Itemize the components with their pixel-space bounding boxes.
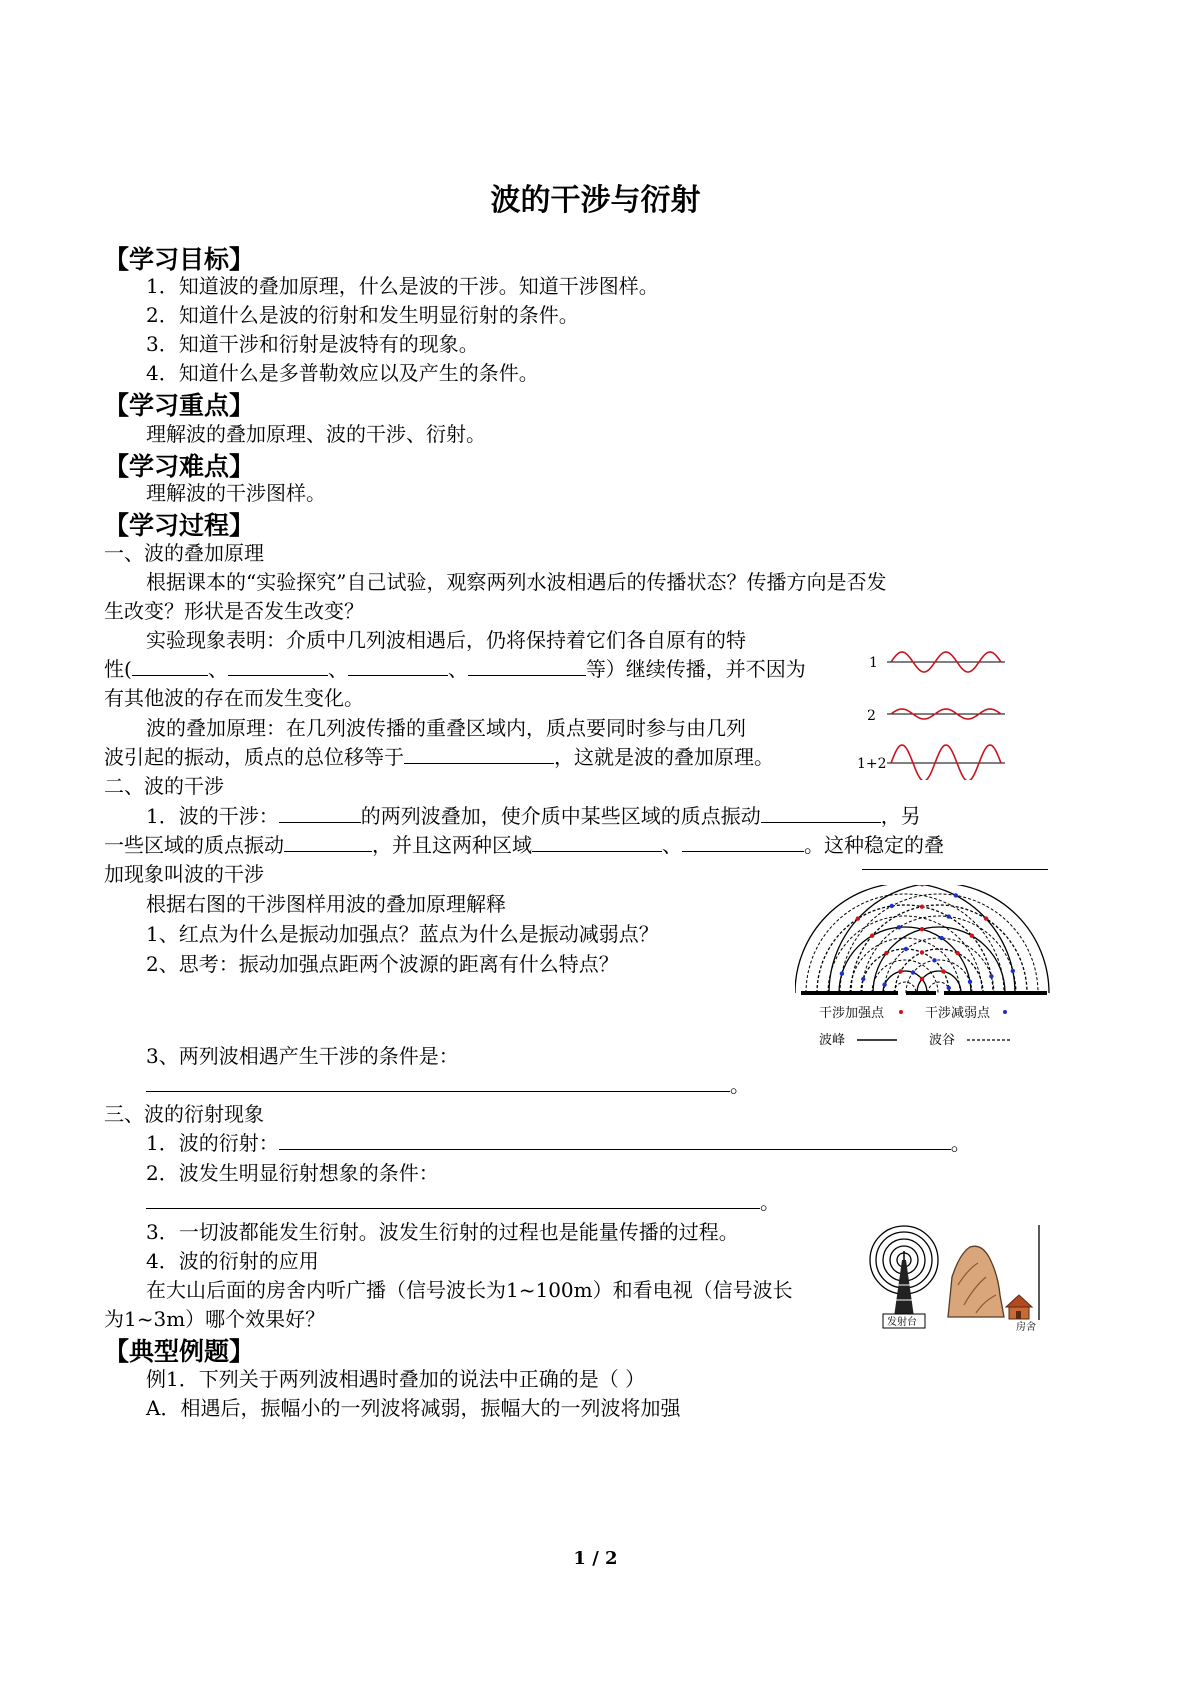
text: 一些区域的质点振动 — [104, 833, 284, 857]
examples-heading: 【典型例题】 — [104, 1337, 255, 1366]
answer-blank[interactable] — [682, 833, 804, 852]
wave-label-2: 2 — [867, 708, 876, 724]
text: 、 — [327, 657, 348, 681]
weak-point — [947, 914, 951, 918]
answer-blank[interactable] — [279, 1131, 951, 1150]
weak-point — [989, 974, 993, 978]
legend-strong-dot — [899, 1010, 903, 1014]
text: 性( — [104, 657, 132, 681]
part3-heading: 三、波的衍射现象 — [104, 1102, 264, 1126]
key-text: 理解波的叠加原理、波的干涉、衍射。 — [146, 422, 486, 446]
strong-point — [984, 916, 988, 920]
strong-point — [870, 934, 874, 938]
example-option: A．相遇后，振幅小的一列波将减弱，振幅大的一列波将加强 — [146, 1396, 681, 1420]
wave-label-1: 1 — [869, 655, 878, 671]
weak-point — [904, 947, 908, 951]
strong-point — [920, 927, 924, 931]
answer-blank[interactable] — [146, 1190, 760, 1209]
text: 。 — [950, 1131, 971, 1155]
paragraph: 3．一切波都能发生衍射。波发生衍射的过程也是能量传播的过程。 — [146, 1220, 739, 1244]
weak-point — [947, 986, 951, 990]
objective-item: 3．知道干涉和衍射是波特有的现象。 — [146, 332, 479, 356]
legend-weak-dot — [1003, 1010, 1007, 1014]
weak-point — [840, 971, 844, 975]
text: 、 — [207, 657, 228, 681]
weak-point — [939, 936, 943, 940]
strong-point — [856, 916, 860, 920]
paragraph: 2．波发生明显衍射想象的条件： — [146, 1161, 439, 1185]
objective-item: 1．知道波的叠加原理，什么是波的干涉。知道干涉图样。 — [146, 274, 659, 298]
objectives-heading: 【学习目标】 — [104, 245, 255, 274]
weak-point — [882, 983, 886, 987]
paragraph: 根据课本的“实验探究”自己试验，观察两列水波相遇后的传播状态？传播方向是否发 — [146, 570, 887, 594]
wave-label-sum: 1+2 — [857, 756, 887, 772]
weak-point — [911, 970, 915, 974]
text: 等）继续传播，并不因为 — [585, 657, 806, 681]
tower-label: 发射台 — [887, 1317, 917, 1328]
page-title: 波的干涉与衍射 — [490, 183, 701, 218]
weak-point — [932, 958, 936, 962]
broadcast-figure — [866, 1225, 1046, 1335]
strong-point — [898, 969, 902, 973]
strong-point — [920, 977, 924, 981]
text: 1．波的干涉： — [146, 804, 279, 828]
text: 的两列波叠加，使介质中某些区域的质点振动 — [360, 804, 761, 828]
paragraph-with-blanks — [146, 800, 921, 829]
part1-heading: 一、波的叠加原理 — [104, 541, 264, 565]
text: ，并且这两种区域 — [372, 833, 532, 857]
example-question: 例1．下列关于两列波相遇时叠加的说法中正确的是（ ） — [146, 1367, 646, 1391]
answer-blank[interactable] — [228, 657, 328, 676]
house-icon — [1006, 1295, 1032, 1319]
strong-point — [970, 934, 974, 938]
strong-point — [920, 950, 924, 954]
answer-blank[interactable] — [404, 745, 554, 764]
superposition-figure — [855, 640, 1015, 780]
trough-arc — [806, 894, 1004, 993]
paragraph: 生改变？形状是否发生改变？ — [104, 599, 364, 623]
weak-point — [897, 925, 901, 929]
weak-point — [954, 893, 958, 897]
paragraph: 在大山后面的房舍内听广播（信号波长为1~100m）和看电视（信号波长 — [146, 1278, 793, 1302]
paragraph-with-blanks — [146, 1127, 971, 1156]
text: 1．波的衍射： — [146, 1131, 279, 1155]
answer-blank[interactable] — [862, 869, 1048, 870]
text: 。 — [760, 1190, 780, 1214]
house-label: 房舍 — [1016, 1322, 1036, 1333]
objective-item: 4．知道什么是多普勒效应以及产生的条件。 — [146, 361, 539, 385]
interference-figure — [795, 885, 1055, 1055]
paragraph-with-blanks — [104, 829, 944, 858]
weak-point — [890, 904, 894, 908]
answer-blank[interactable] — [348, 657, 448, 676]
paragraph-with-blanks — [104, 741, 774, 770]
difficult-text: 理解波的干涉图样。 — [146, 481, 326, 505]
text: ，另 — [880, 804, 921, 828]
trough-arc — [840, 894, 1038, 993]
difficult-heading: 【学习难点】 — [104, 452, 255, 481]
legend-trough-label: 波谷 — [929, 1033, 956, 1048]
strong-point — [941, 969, 945, 973]
paragraph: 4．波的衍射的应用 — [146, 1249, 319, 1273]
text: ，这就是波的叠加原理。 — [554, 745, 774, 769]
part2-heading: 二、波的干涉 — [104, 774, 224, 798]
legend-crest-label: 波峰 — [819, 1033, 846, 1048]
strong-point — [884, 951, 888, 955]
wavefront-arcs — [795, 885, 1049, 993]
trough-arc — [851, 905, 1027, 993]
answer-blank[interactable] — [146, 1073, 730, 1092]
objective-item: 2．知道什么是波的衍射和发生明显衍射的条件。 — [146, 303, 579, 327]
strong-point — [920, 885, 924, 887]
trough-arc — [850, 938, 960, 993]
paragraph-with-blanks — [104, 653, 806, 682]
legend-weak-label: 干涉减弱点 — [925, 1006, 991, 1021]
question: 2、思考：振动加强点距两个波源的距离有什么特点？ — [146, 952, 619, 976]
weak-point — [968, 980, 972, 984]
paragraph: 实验现象表明：介质中几列波相遇后，仍将保持着它们各自原有的特 — [146, 628, 746, 652]
paragraph: 根据右图的干涉图样用波的叠加原理解释 — [146, 892, 506, 916]
strong-point — [920, 905, 924, 909]
answer-blank[interactable] — [532, 833, 662, 852]
strong-point — [955, 951, 959, 955]
trough-arc — [884, 938, 994, 993]
answer-blank[interactable] — [284, 833, 372, 852]
answer-blank[interactable] — [468, 657, 586, 676]
paragraph: 为1~3m）哪个效果好？ — [104, 1307, 326, 1331]
question: 3、两列波相遇产生干涉的条件是： — [146, 1044, 459, 1068]
crest-arc — [829, 885, 1049, 993]
answer-blank[interactable] — [279, 804, 361, 823]
crest-arc — [795, 885, 1015, 993]
key-heading: 【学习重点】 — [104, 391, 255, 420]
page-number: 1 / 2 — [573, 1548, 618, 1569]
text: 波引起的振动，质点的总位移等于 — [104, 745, 404, 769]
answer-blank[interactable] — [132, 657, 208, 676]
answer-blank[interactable] — [761, 804, 881, 823]
weak-point — [1011, 969, 1015, 973]
text: 。这种稳定的叠 — [804, 833, 944, 857]
paragraph: 加现象叫波的干涉 — [104, 862, 264, 886]
text: 、 — [662, 833, 682, 857]
weak-point — [861, 977, 865, 981]
text: 、 — [447, 657, 468, 681]
process-heading: 【学习过程】 — [104, 511, 255, 540]
text: 。 — [730, 1073, 750, 1097]
answer-line — [146, 1186, 780, 1215]
legend-strong-label: 干涉加强点 — [819, 1006, 885, 1021]
paragraph: 波的叠加原理：在几列波传播的重叠区域内，质点要同时参与由几列 — [146, 716, 746, 740]
answer-line — [146, 1069, 750, 1098]
paragraph: 有其他波的存在而发生变化。 — [104, 686, 364, 710]
mountain-icon — [948, 1246, 1004, 1317]
question: 1、红点为什么是振动加强点？蓝点为什么是振动减弱点？ — [146, 922, 659, 946]
